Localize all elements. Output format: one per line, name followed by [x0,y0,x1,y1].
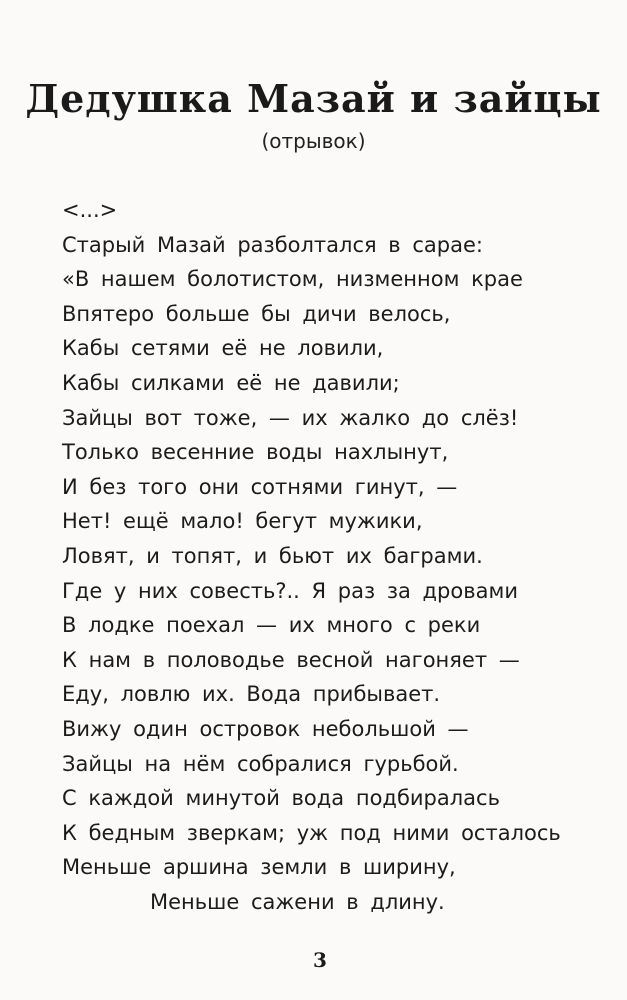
poem-title: Дедушка Мазай и зайцы [25,76,602,121]
poem-text [62,193,602,919]
poem-line: С каждой минутой вода подбиралась [62,786,500,811]
poem-line: И без того они сотнями гинут, — [62,474,458,499]
poem-line: Еду, ловлю их. Вода прибывает. [62,682,441,707]
poem-line: К бедным зверкам; уж под ними осталось [62,820,561,845]
poem-line: Меньше сажени в длину. [150,889,445,914]
page-number: 3 [313,948,327,972]
poem-line: Старый Мазай разболтался в сарае: [62,232,483,257]
poem-line: Ловят, и топят, и бьют их баграми. [62,543,483,568]
poem-line: <...> [62,198,118,222]
poem-line: Впятеро больше бы дичи велось, [62,301,451,326]
poem-line: «В нашем болотистом, низменном крае [62,267,523,292]
poem-line: Где у них совесть?.. Я раз за дровами [62,578,518,603]
poem-line: К нам в половодье весной нагоняет — [62,647,520,672]
poem-line: Зайцы на нём собралися гурьбой. [62,751,459,776]
poem-line: Меньше аршина земли в ширину, [62,855,456,880]
poem-subtitle: (отрывок) [261,129,366,153]
poem-line: В лодке поехал — их много с реки [62,613,481,638]
poem-line: Вижу один островок небольшой — [62,716,469,741]
poem-line: Кабы сетями её не ловили, [62,336,384,361]
poem-line: Зайцы вот тоже, — их жалко до слёз! [62,405,519,430]
poem-line: Только весенние воды нахлынут, [62,440,449,465]
poem-line: Нет! ещё мало! бегут мужики, [62,509,423,534]
poem-line: Кабы силками её не давили; [62,370,400,395]
